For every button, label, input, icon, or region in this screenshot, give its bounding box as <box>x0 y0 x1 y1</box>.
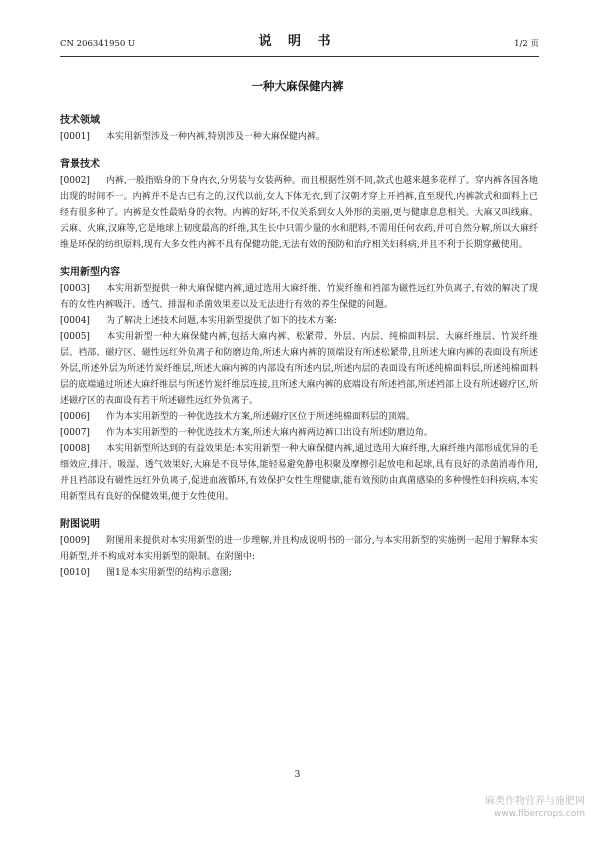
watermark <box>485 795 585 820</box>
document-body <box>60 113 538 581</box>
paragraph <box>60 129 538 145</box>
page-number: 3 <box>294 770 301 780</box>
paragraph-text: 附图用来提供对本实用新型的进一步理解,并且构成说明书的一部分,与本实用新型的实施例一起用于解释本实用新型,并不构成对本实用新型的限制。在附图中: <box>60 536 538 562</box>
paragraph-text: 本实用新型涉及一种内裤,特别涉及一种大麻保健内裤。 <box>106 132 325 142</box>
paragraph <box>60 329 538 409</box>
paragraph-number: [0004] <box>60 316 90 326</box>
paragraph-text: 作为本实用新型的一种优选技术方案,所述磁疗区位于所述纯棉面料层的顶端。 <box>106 412 415 422</box>
section-heading: 实用新型内容 <box>60 267 120 278</box>
section-technical-field <box>60 113 538 145</box>
paragraph-text: 本实用新型一种大麻保健内裤,包括大麻内裤、松紧带、外层、内层、纯棉面料层、大麻纤维层、竹炭纤维层、裆部、磁疗区、磁性远红外负离子和防磨边角,所述大麻内裤的顶端设有所述松紧带,且所述大麻内裤的表面设有所述外层,所述外层为所述竹炭纤维层,所述大麻内裤的内部设有所述内层,所述内层的表面设有所述纯棉面料层,所述纯棉面料层的底端通过所述大麻纤维层与所述竹炭纤维层连接,且所述大麻内裤的底端设有所述裆部,所述裆部上设有所述磁疗区,所述磁疗区的表面设有若干所述磁性远红外负离子。 <box>60 332 538 406</box>
document-title: 一种大麻保健内裤 <box>251 79 344 93</box>
section-heading: 附图说明 <box>60 519 100 530</box>
header-divider <box>60 56 539 57</box>
watermark-url: www.fibercrops.com <box>494 809 585 819</box>
section-heading: 背景技术 <box>60 159 100 170</box>
header-title: 说 明 书 <box>258 34 337 49</box>
paragraph-text: 图1是本实用新型的结构示意图; <box>106 568 232 578</box>
paragraph-number: [0002] <box>60 176 90 186</box>
paragraph-number: [0006] <box>60 412 90 422</box>
section-gap <box>60 253 538 265</box>
paragraph-number: [0003] <box>60 284 90 294</box>
paragraph <box>60 565 538 581</box>
paragraph-number: [0009] <box>60 536 90 546</box>
paragraph-number: [0007] <box>60 428 90 438</box>
paragraph-number: [0001] <box>60 132 90 142</box>
paragraph <box>60 313 538 329</box>
patent-number: CN 206341950 U <box>60 39 136 49</box>
paragraph-text: 作为本实用新型的一种优选技术方案,所述大麻内裤两边裤口出设有所述防磨边角。 <box>106 428 433 438</box>
section-content <box>60 265 538 505</box>
paragraph-text: 本实用新型提供一种大麻保健内裤,通过选用大麻纤维、竹炭纤维和裆部为磁性远红外负离子,有效的解决了现有的女性内裤吸汗、透气、排湿和杀菌效果差以及无法进行有效的养生保健的问题。 <box>60 284 538 310</box>
section-heading: 技术领域 <box>60 115 100 126</box>
page-indicator: 1/2 页 <box>514 39 539 49</box>
paragraph <box>60 425 538 441</box>
section-gap <box>60 505 538 517</box>
paragraph <box>60 441 538 505</box>
paragraph <box>60 409 538 425</box>
section-background <box>60 157 538 253</box>
section-drawings <box>60 517 538 581</box>
paragraph-number: [0008] <box>60 444 90 454</box>
paragraph <box>60 533 538 565</box>
paragraph-number: [0010] <box>60 568 90 578</box>
paragraph-text: 内裤,一般指贴身的下身内衣,分男装与女装两种。而且根据性别不同,款式也越来越多花样了。穿内裤各国各地出现的时间不一。内裤并不是古已有之的,汉代以前,女人下体无衣,到了汉朝才穿上开裆裤,直至现代,内裤款式和面料上已经有很多种了。内裤是女性最贴身的衣物。内裤的好坏,不仅关系到女人外形的美丽,更与健康息息相关。大麻又叫线麻、云麻、火麻,汉麻等,它是地球上韧度最高的纤维,其生长中只需少量的水和肥料,不需用任何农药,并可自然分解,所以大麻纤维是环保的纺织原料,现有大多女性内裤不具有保健功能,无法有效的预防和治疗相关妇科病,并且不利于长期穿戴使用。 <box>60 176 538 250</box>
paragraph <box>60 173 538 253</box>
paragraph-text: 为了解决上述技术问题,本实用新型提供了如下的技术方案: <box>106 316 337 326</box>
paragraph-text: 本实用新型所达到的有益效果是:本实用新型一种大麻保健内裤,通过选用大麻纤维,大麻纤维内部形成优异的毛细效应,排汗、吸湿、透气效果好,大麻是不良导体,能轻易避免静电积聚及摩擦引起放电和起球,具有良好的杀菌消毒作用,并且裆部设有磁性远红外负离子,促进血液循环,有效保护女性生理健康,能有效预防由真菌感染的多种慢性妇科疾病,本实用新型具有良好的保健效果,便于女性使用。 <box>60 444 538 502</box>
watermark-name: 麻类作物营养与施肥网 <box>485 796 585 807</box>
paragraph-number: [0005] <box>60 332 90 342</box>
section-gap <box>60 145 538 157</box>
paragraph <box>60 281 538 313</box>
